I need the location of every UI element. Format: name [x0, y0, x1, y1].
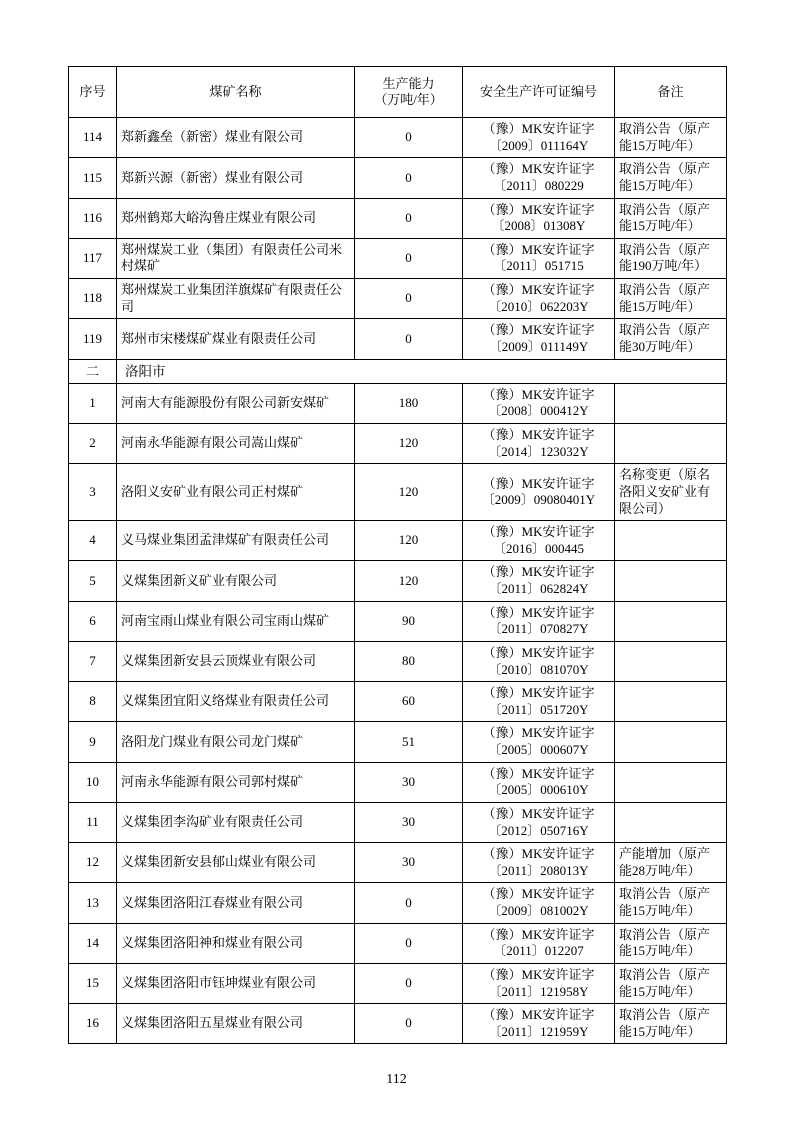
cell-note: 产能增加（原产能28万吨/年）	[615, 843, 727, 883]
table-row	[69, 722, 727, 762]
cell-seq: 119	[69, 319, 117, 359]
cell-seq: 12	[69, 843, 117, 883]
table-row	[69, 158, 727, 198]
cell-seq: 6	[69, 601, 117, 641]
table-header-row	[69, 67, 727, 118]
cell-note	[615, 521, 727, 561]
table-row	[69, 464, 727, 521]
cell-mine-name: 义煤集团新安县云顶煤业有限公司	[117, 641, 355, 681]
cell-license: （豫）MK安许证字〔2014〕123032Y	[463, 424, 615, 464]
cell-seq: 4	[69, 521, 117, 561]
column-header-capacity-line1: 生产能力	[382, 75, 435, 91]
cell-license: （豫）MK安许证字〔2005〕000607Y	[463, 722, 615, 762]
cell-capacity: 0	[355, 319, 463, 359]
column-header-name: 煤矿名称	[117, 67, 355, 118]
cell-seq: 117	[69, 238, 117, 278]
cell-license: （豫）MK安许证字〔2012〕050716Y	[463, 802, 615, 842]
table-row	[69, 883, 727, 923]
table-row	[69, 682, 727, 722]
cell-license: （豫）MK安许证字〔2009〕09080401Y	[463, 464, 615, 521]
cell-capacity: 120	[355, 561, 463, 601]
cell-license: （豫）MK安许证字〔2008〕000412Y	[463, 383, 615, 423]
table-row	[69, 802, 727, 842]
coal-mine-table	[68, 66, 727, 1044]
table-row	[69, 319, 727, 359]
cell-mine-name: 洛阳义安矿业有限公司正村煤矿	[117, 464, 355, 521]
cell-capacity: 120	[355, 521, 463, 561]
table-header	[69, 67, 727, 118]
cell-note	[615, 722, 727, 762]
column-header-license: 安全生产许可证编号	[463, 67, 615, 118]
cell-mine-name: 义煤集团洛阳神和煤业有限公司	[117, 923, 355, 963]
table-row	[69, 1004, 727, 1044]
cell-seq: 118	[69, 279, 117, 319]
cell-mine-name: 义煤集团宜阳义络煤业有限责任公司	[117, 682, 355, 722]
cell-seq: 116	[69, 198, 117, 238]
section-title: 洛阳市	[117, 359, 727, 383]
cell-seq: 7	[69, 641, 117, 681]
cell-seq: 8	[69, 682, 117, 722]
cell-note: 取消公告（原产能15万吨/年）	[615, 923, 727, 963]
cell-capacity: 0	[355, 883, 463, 923]
table-row	[69, 198, 727, 238]
cell-note: 取消公告（原产能15万吨/年）	[615, 963, 727, 1003]
cell-mine-name: 义马煤业集团孟津煤矿有限责任公司	[117, 521, 355, 561]
cell-license: （豫）MK安许证字〔2009〕011149Y	[463, 319, 615, 359]
cell-note	[615, 601, 727, 641]
cell-capacity: 30	[355, 762, 463, 802]
table-row	[69, 923, 727, 963]
cell-license: （豫）MK安许证字〔2009〕081002Y	[463, 883, 615, 923]
cell-mine-name: 义煤集团洛阳江春煤业有限公司	[117, 883, 355, 923]
cell-seq: 5	[69, 561, 117, 601]
cell-mine-name: 义煤集团新安县郁山煤业有限公司	[117, 843, 355, 883]
column-header-note: 备注	[615, 67, 727, 118]
table-row	[69, 279, 727, 319]
cell-note	[615, 424, 727, 464]
cell-seq: 3	[69, 464, 117, 521]
cell-seq: 9	[69, 722, 117, 762]
cell-license: （豫）MK安许证字〔2009〕011164Y	[463, 118, 615, 158]
cell-mine-name: 郑州煤炭工业（集团）有限责任公司米村煤矿	[117, 238, 355, 278]
cell-mine-name: 义煤集团李沟矿业有限责任公司	[117, 802, 355, 842]
cell-license: （豫）MK安许证字〔2011〕051715	[463, 238, 615, 278]
cell-capacity: 0	[355, 1004, 463, 1044]
cell-mine-name: 义煤集团新义矿业有限公司	[117, 561, 355, 601]
table-row	[69, 118, 727, 158]
table-row	[69, 238, 727, 278]
cell-note	[615, 762, 727, 802]
cell-license: （豫）MK安许证字〔2011〕012207	[463, 923, 615, 963]
cell-note	[615, 641, 727, 681]
cell-mine-name: 郑新鑫垒（新密）煤业有限公司	[117, 118, 355, 158]
table-row	[69, 383, 727, 423]
cell-license: （豫）MK安许证字〔2011〕080229	[463, 158, 615, 198]
cell-mine-name: 义煤集团洛阳五星煤业有限公司	[117, 1004, 355, 1044]
cell-capacity: 60	[355, 682, 463, 722]
table-row	[69, 762, 727, 802]
column-header-capacity-line2: （万吨/年）	[374, 92, 443, 107]
cell-mine-name: 河南永华能源有限公司郭村煤矿	[117, 762, 355, 802]
cell-note	[615, 682, 727, 722]
cell-note	[615, 383, 727, 423]
cell-capacity: 120	[355, 424, 463, 464]
column-header-seq: 序号	[69, 67, 117, 118]
cell-capacity: 180	[355, 383, 463, 423]
cell-seq: 15	[69, 963, 117, 1003]
column-header-capacity	[355, 67, 463, 118]
table-row	[69, 843, 727, 883]
cell-mine-name: 义煤集团洛阳市钰坤煤业有限公司	[117, 963, 355, 1003]
cell-mine-name: 郑州市宋楼煤矿煤业有限责任公司	[117, 319, 355, 359]
cell-license: （豫）MK安许证字〔2011〕070827Y	[463, 601, 615, 641]
cell-note: 取消公告（原产能15万吨/年）	[615, 118, 727, 158]
cell-license: （豫）MK安许证字〔2008〕01308Y	[463, 198, 615, 238]
cell-mine-name: 河南大有能源股份有限公司新安煤矿	[117, 383, 355, 423]
cell-license: （豫）MK安许证字〔2011〕062824Y	[463, 561, 615, 601]
page-number: 112	[386, 1072, 407, 1087]
cell-note: 取消公告（原产能15万吨/年）	[615, 279, 727, 319]
cell-note: 取消公告（原产能30万吨/年）	[615, 319, 727, 359]
cell-mine-name: 洛阳龙门煤业有限公司龙门煤矿	[117, 722, 355, 762]
cell-note	[615, 561, 727, 601]
cell-capacity: 80	[355, 641, 463, 681]
table-row	[69, 601, 727, 641]
coal-mine-table-wrapper	[68, 66, 726, 1044]
cell-mine-name: 郑州煤炭工业集团洋旗煤矿有限责任公司	[117, 279, 355, 319]
cell-note: 取消公告（原产能15万吨/年）	[615, 883, 727, 923]
cell-mine-name: 郑州鹤郑大峪沟鲁庄煤业有限公司	[117, 198, 355, 238]
cell-seq: 11	[69, 802, 117, 842]
table-row	[69, 641, 727, 681]
cell-capacity: 30	[355, 802, 463, 842]
cell-note: 取消公告（原产能15万吨/年）	[615, 1004, 727, 1044]
cell-capacity: 0	[355, 279, 463, 319]
cell-capacity: 90	[355, 601, 463, 641]
cell-license: （豫）MK安许证字〔2011〕208013Y	[463, 843, 615, 883]
cell-seq: 1	[69, 383, 117, 423]
cell-capacity: 0	[355, 923, 463, 963]
cell-seq: 13	[69, 883, 117, 923]
cell-note: 取消公告（原产能15万吨/年）	[615, 158, 727, 198]
table-row	[69, 521, 727, 561]
cell-license: （豫）MK安许证字〔2010〕062203Y	[463, 279, 615, 319]
cell-mine-name: 河南宝雨山煤业有限公司宝雨山煤矿	[117, 601, 355, 641]
table-row	[69, 561, 727, 601]
cell-license: （豫）MK安许证字〔2011〕121958Y	[463, 963, 615, 1003]
cell-capacity: 51	[355, 722, 463, 762]
cell-seq: 16	[69, 1004, 117, 1044]
cell-seq: 2	[69, 424, 117, 464]
table-row	[69, 424, 727, 464]
cell-mine-name: 郑新兴源（新密）煤业有限公司	[117, 158, 355, 198]
table-row	[69, 963, 727, 1003]
cell-capacity: 0	[355, 158, 463, 198]
cell-capacity: 0	[355, 238, 463, 278]
cell-license: （豫）MK安许证字〔2005〕000610Y	[463, 762, 615, 802]
cell-seq: 115	[69, 158, 117, 198]
cell-note: 取消公告（原产能190万吨/年）	[615, 238, 727, 278]
table-body	[69, 118, 727, 1044]
section-index: 二	[69, 359, 117, 383]
cell-capacity: 0	[355, 198, 463, 238]
table-section-row	[69, 359, 727, 383]
cell-note: 取消公告（原产能15万吨/年）	[615, 198, 727, 238]
cell-license: （豫）MK安许证字〔2011〕051720Y	[463, 682, 615, 722]
cell-capacity: 0	[355, 118, 463, 158]
cell-seq: 114	[69, 118, 117, 158]
cell-seq: 10	[69, 762, 117, 802]
cell-note	[615, 802, 727, 842]
cell-mine-name: 河南永华能源有限公司嵩山煤矿	[117, 424, 355, 464]
cell-capacity: 0	[355, 963, 463, 1003]
cell-license: （豫）MK安许证字〔2011〕121959Y	[463, 1004, 615, 1044]
cell-capacity: 120	[355, 464, 463, 521]
cell-seq: 14	[69, 923, 117, 963]
cell-capacity: 30	[355, 843, 463, 883]
cell-license: （豫）MK安许证字〔2016〕000445	[463, 521, 615, 561]
cell-note: 名称变更（原名洛阳义安矿业有限公司）	[615, 464, 727, 521]
cell-license: （豫）MK安许证字〔2010〕081070Y	[463, 641, 615, 681]
